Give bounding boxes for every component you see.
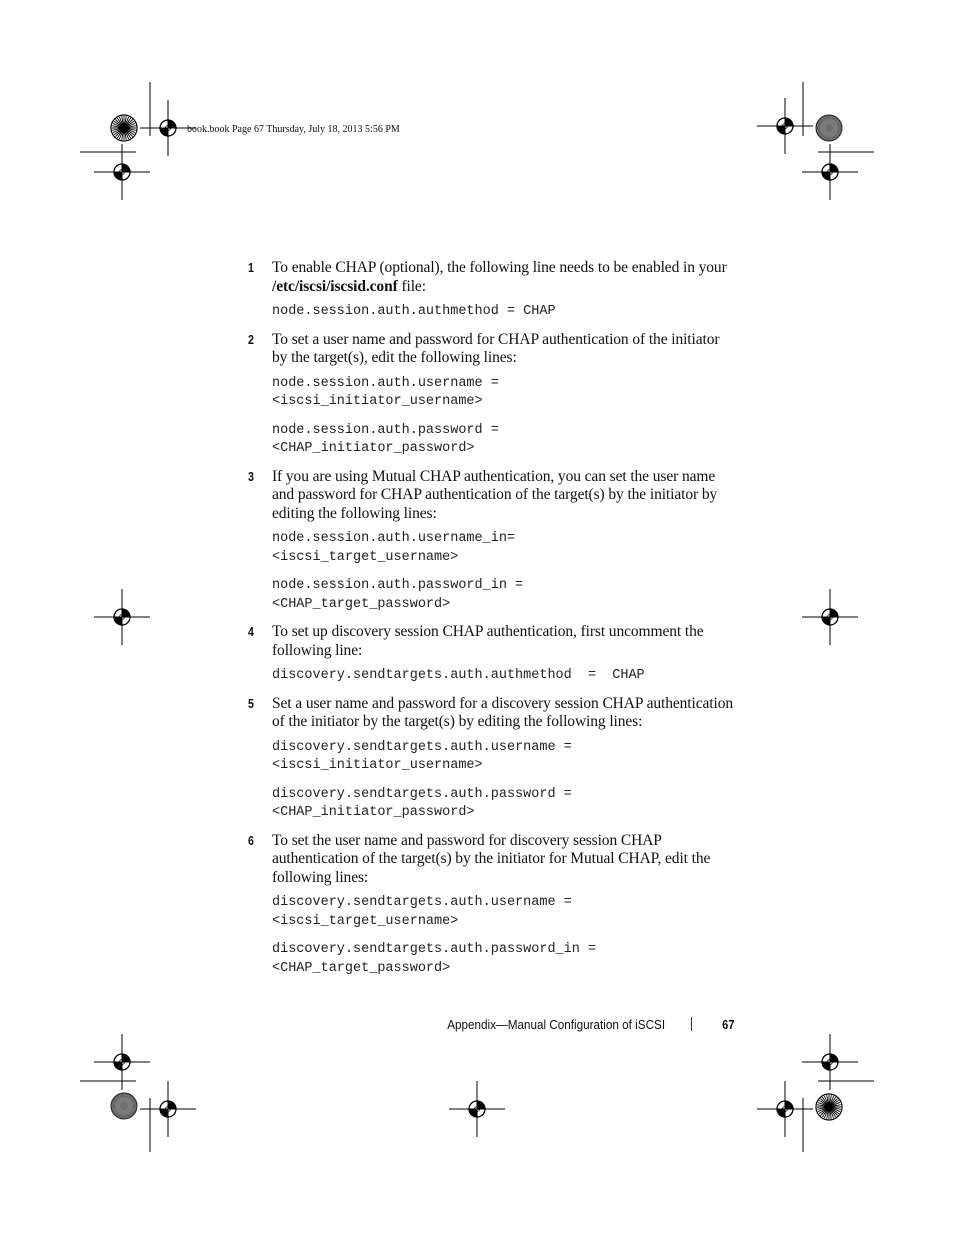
step-text: If you are using Mutual CHAP authentication, you can set the user name and password for CHAP authentication of the target(s) by the initiator by editing the following lines:: [272, 467, 718, 522]
step-number: 2: [248, 331, 254, 347]
step-number: 1: [248, 260, 254, 275]
code-block: discovery.sendtargets.auth.password = <CHAP_initiator_password>: [272, 786, 572, 820]
step-4: [248, 623, 738, 686]
code-block: node.session.auth.password_in = <CHAP_target_password>: [272, 578, 524, 612]
code-block: node.session.auth.authmethod = CHAP: [272, 304, 556, 319]
code-block: node.session.auth.username_in= <iscsi_target_username>: [272, 531, 516, 565]
code-block: node.session.auth.password = <CHAP_initiator_password>: [272, 422, 499, 456]
code-block: discovery.sendtargets.auth.username = <iscsi_target_username>: [272, 895, 572, 929]
footer-divider: [691, 1017, 692, 1031]
step-text: To set a user name and password for CHAP authentication of the initiator by the target(s), edit the following lines:: [272, 330, 720, 366]
step-text: To set the user name and password for discovery session CHAP authentication of the target(s) by the initiator for Mutual CHAP, edit the following lines:: [272, 831, 711, 886]
step-text: [272, 259, 738, 296]
config-file-path: /etc/iscsi/iscsid.conf: [272, 277, 398, 295]
step-number: 3: [248, 468, 254, 484]
print-slug: book.book Page 67 Thursday, July 18, 2013 5:56 PM: [187, 124, 400, 135]
page-number: 67: [721, 1017, 734, 1032]
code-block: discovery.sendtargets.auth.password_in = <CHAP_target_password>: [272, 942, 597, 976]
code-block: discovery.sendtargets.auth.authmethod = CHAP: [272, 668, 645, 683]
step-5: [248, 695, 738, 823]
footer-chapter-title: Appendix—Manual Configuration of iSCSI: [447, 1017, 665, 1032]
step-6: [248, 832, 738, 979]
procedure-steps: [248, 259, 738, 987]
code-block: node.session.auth.username = <iscsi_initiator_username>: [272, 375, 499, 409]
step-number: 5: [248, 695, 254, 711]
page-footer: [300, 1015, 737, 1035]
step-number: 4: [248, 624, 254, 639]
code-block: discovery.sendtargets.auth.username = <iscsi_initiator_username>: [272, 739, 572, 773]
step-text: To set up discovery session CHAP authentication, first uncomment the following line:: [272, 623, 704, 659]
step-1: [248, 259, 738, 322]
step-number: 6: [248, 832, 254, 848]
step-3: [248, 468, 738, 615]
step-text: Set a user name and password for a discovery session CHAP authentication of the initiator by the target(s) by editing the following lines:: [272, 694, 733, 730]
step-2: [248, 331, 738, 459]
step-text-part: file:: [397, 277, 426, 295]
step-text-part: To enable CHAP (optional), the following line needs to be enabled in your: [272, 259, 727, 276]
